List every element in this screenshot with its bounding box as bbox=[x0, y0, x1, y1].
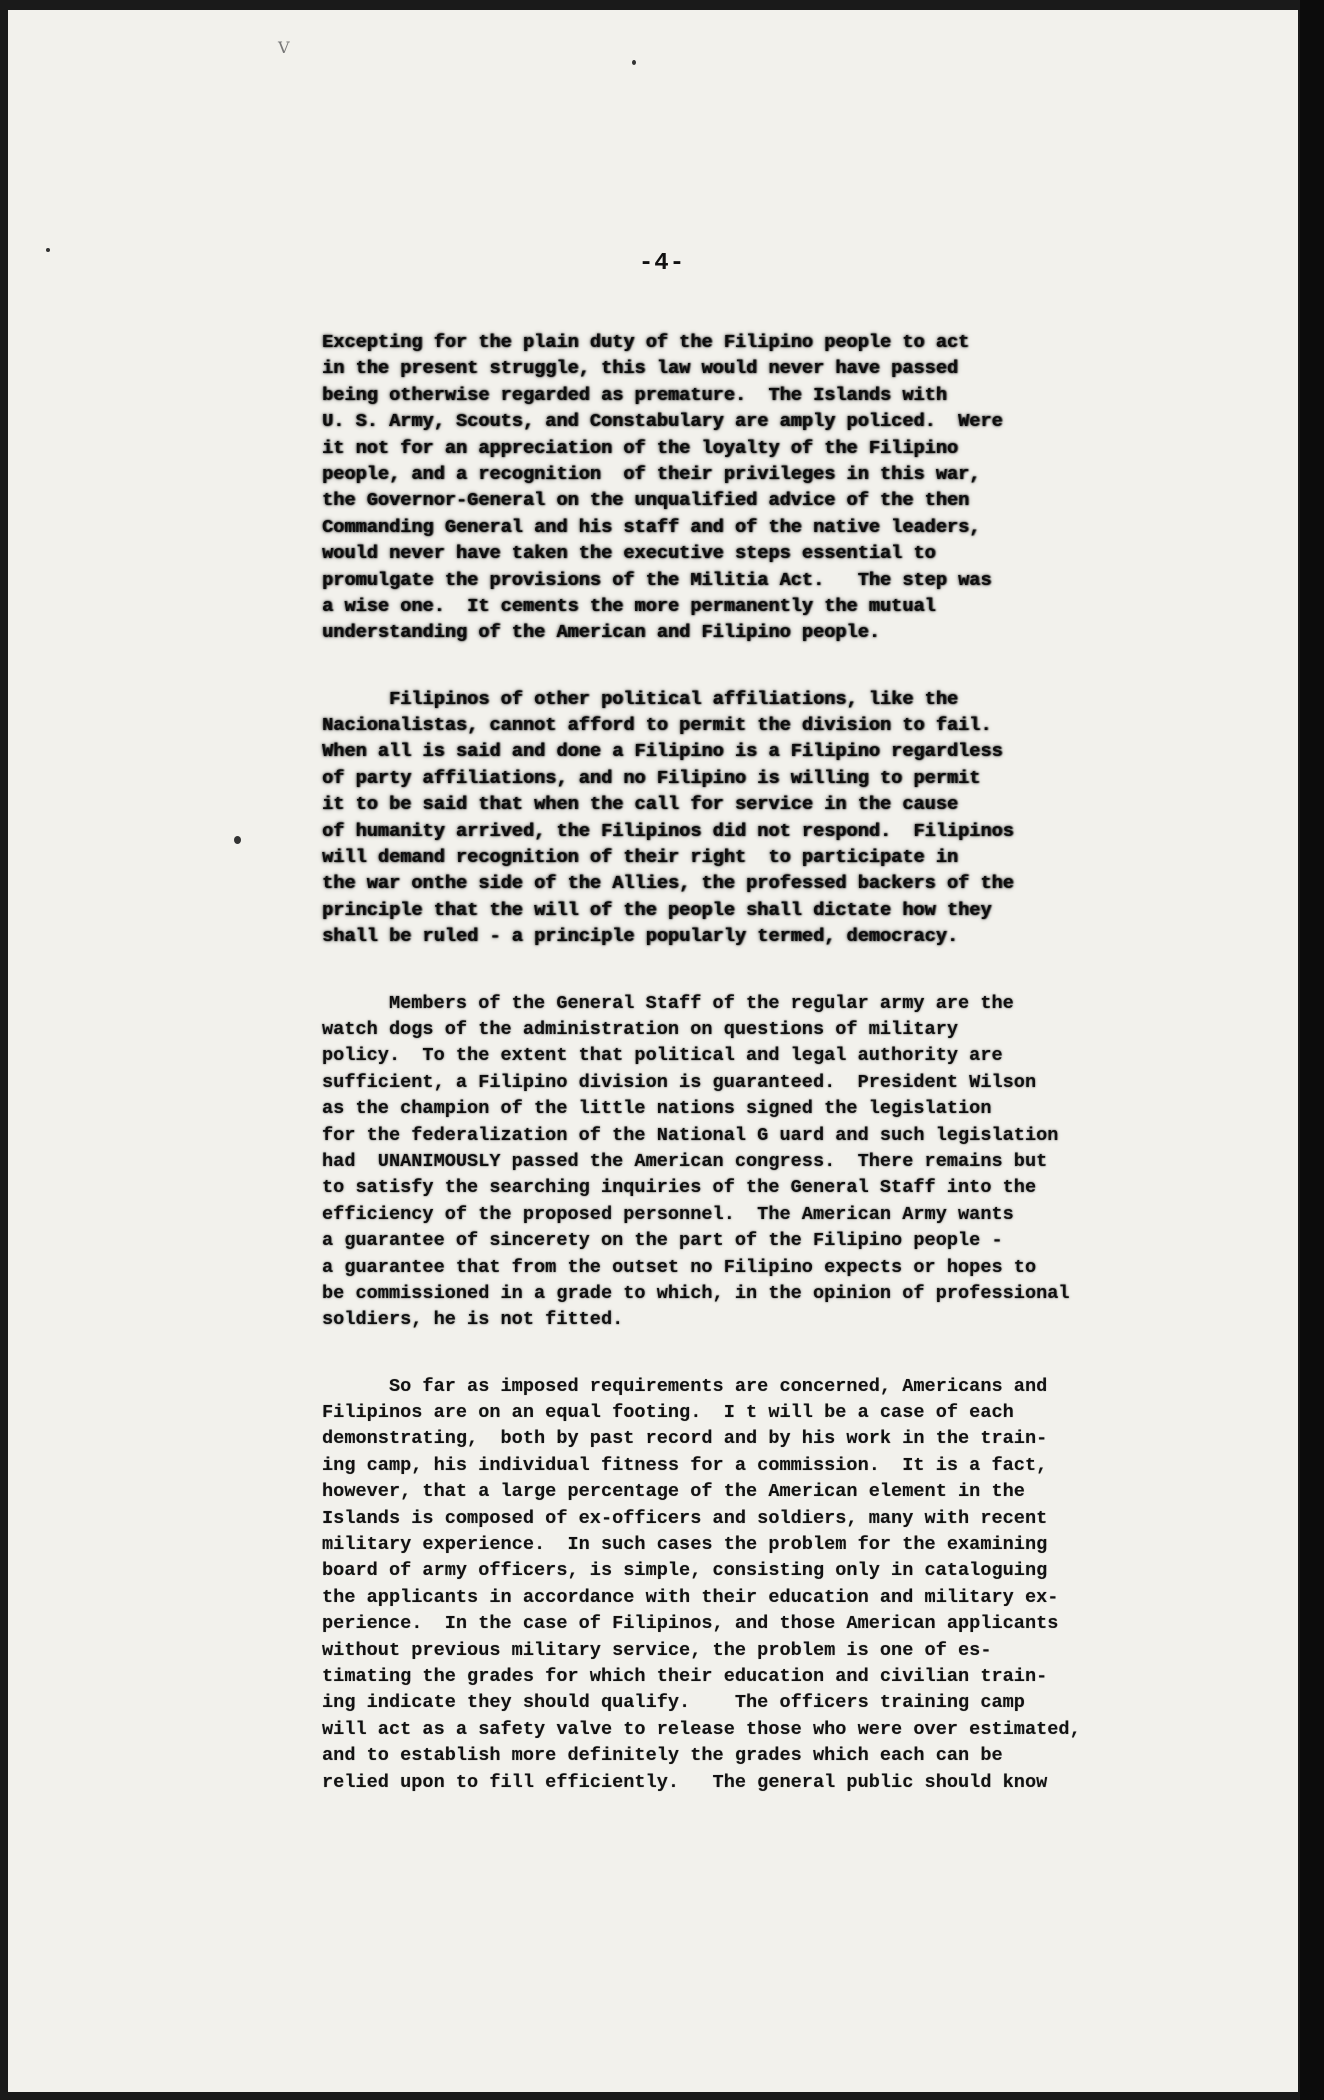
text-line: policy. To the extent that political and legal authority are bbox=[322, 1045, 1003, 1067]
text-line: ing indicate they should qualify. The officers training camp bbox=[322, 1692, 1025, 1714]
text-line: shall be ruled - a principle popularly termed, democracy. bbox=[322, 926, 959, 948]
text-line: Excepting for the plain duty of the Filipino people to act bbox=[322, 332, 970, 353]
text-line: Islands is composed of ex-officers and soldiers, many with recent bbox=[322, 1507, 1048, 1529]
paragraph-4 bbox=[322, 1374, 1192, 1796]
text-line: watch dogs of the administration on questions of military bbox=[322, 1018, 959, 1040]
text-line: Commanding General and his staff and of the native leaders, bbox=[322, 516, 981, 538]
text-line: the applicants in accordance with their education and military ex- bbox=[322, 1586, 1059, 1608]
text-line: sufficient, a Filipino division is guaranteed. President Wilson bbox=[322, 1071, 1037, 1093]
text-line: efficiency of the proposed personnel. The American Army wants bbox=[322, 1203, 1014, 1225]
text-line: a wise one. It cements the more permanently the mutual bbox=[322, 595, 936, 617]
paragraph-3 bbox=[322, 991, 1192, 1334]
text-line: military experience. In such cases the problem for the examining bbox=[322, 1534, 1048, 1556]
text-line: be commissioned in a grade to which, in the opinion of professional bbox=[322, 1282, 1070, 1304]
paragraph-1 bbox=[322, 330, 1192, 647]
scan-edge bbox=[1300, 0, 1324, 2100]
text-line: Filipinos are on an equal footing. I t will be a case of each bbox=[322, 1402, 1014, 1424]
text-line: people, and a recognition of their privileges in this war, bbox=[322, 463, 981, 485]
text-line: it to be said that when the call for service in the cause bbox=[322, 794, 959, 816]
text-line: board of army officers, is simple, consisting only in cataloguing bbox=[322, 1560, 1048, 1582]
text-line: relied upon to fill efficiently. The general public should know bbox=[322, 1771, 1048, 1793]
text-line: timating the grades for which their education and civilian train- bbox=[322, 1665, 1048, 1687]
text-line: will demand recognition of their right to participate in bbox=[322, 847, 959, 869]
paragraph-2 bbox=[322, 687, 1192, 951]
margin-mark: V bbox=[278, 38, 290, 57]
text-line: will act as a safety valve to release those who were over estimated, bbox=[322, 1718, 1081, 1740]
text-line: a guarantee of sincerety on the part of the Filipino people - bbox=[322, 1230, 1003, 1252]
ink-speck bbox=[632, 60, 636, 65]
text-line: principle that the will of the people shall dictate how they bbox=[322, 899, 992, 921]
text-line: When all is said and done a Filipino is a Filipino regardless bbox=[322, 741, 1003, 763]
text-line: a guarantee that from the outset no Filipino expects or hopes to bbox=[322, 1256, 1037, 1278]
text-line: demonstrating, both by past record and by his work in the train- bbox=[322, 1428, 1048, 1450]
document-body bbox=[322, 330, 1192, 1836]
text-line: perience. In the case of Filipinos, and those American applicants bbox=[322, 1613, 1059, 1635]
text-line: of humanity arrived, the Filipinos did not respond. Filipinos bbox=[322, 820, 1014, 842]
text-line: promulgate the provisions of the Militia Act. The step was bbox=[322, 569, 992, 591]
text-line: soldiers, he is not fitted. bbox=[322, 1309, 624, 1331]
text-line: it not for an appreciation of the loyalty of the Filipino bbox=[322, 437, 959, 459]
text-line: Nacionalistas, cannot afford to permit the division to fail. bbox=[322, 715, 992, 737]
text-line: without previous military service, the problem is one of es- bbox=[322, 1639, 992, 1661]
text-line: understanding of the American and Filipino people. bbox=[322, 622, 880, 644]
text-line: had UNANIMOUSLY passed the American congress. There remains but bbox=[322, 1150, 1048, 1172]
text-line: the war onthe side of the Allies, the professed backers of the bbox=[322, 873, 1014, 895]
text-line: and to establish more definitely the grades which each can be bbox=[322, 1745, 1003, 1767]
text-line: Filipinos of other political affiliations, like the bbox=[322, 688, 959, 710]
ink-speck bbox=[234, 836, 241, 844]
text-line: however, that a large percentage of the American element in the bbox=[322, 1481, 1025, 1503]
text-line: in the present struggle, this law would never have passed bbox=[322, 358, 959, 380]
text-line: being otherwise regarded as premature. The Islands with bbox=[322, 384, 947, 406]
text-line: ing camp, his individual fitness for a commission. It is a fact, bbox=[322, 1454, 1048, 1476]
text-line: the Governor-General on the unqualified advice of the then bbox=[322, 490, 970, 512]
text-line: to satisfy the searching inquiries of the General Staff into the bbox=[322, 1177, 1037, 1199]
text-line: as the champion of the little nations signed the legislation bbox=[322, 1098, 992, 1120]
text-line: for the federalization of the National G uard and such legislation bbox=[322, 1124, 1059, 1146]
text-line: So far as imposed requirements are concerned, Americans and bbox=[322, 1375, 1048, 1397]
page-number: -4- bbox=[638, 250, 686, 277]
text-line: of party affiliations, and no Filipino is willing to permit bbox=[322, 767, 981, 789]
text-line: U. S. Army, Scouts, and Constabulary are amply policed. Were bbox=[322, 411, 1003, 433]
text-line: Members of the General Staff of the regular army are the bbox=[322, 992, 1014, 1014]
text-line: would never have taken the executive steps essential to bbox=[322, 543, 936, 565]
